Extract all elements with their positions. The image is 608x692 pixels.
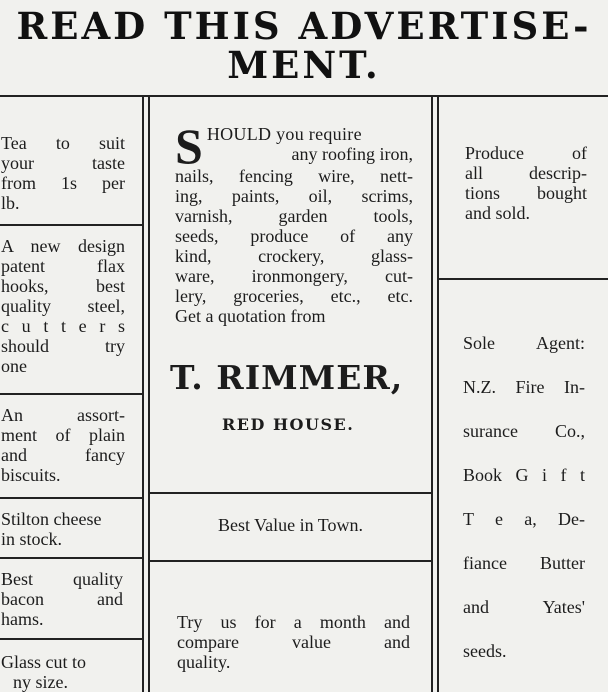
left-divider-1 <box>0 224 142 226</box>
drop-cap: S <box>175 118 203 174</box>
column-rule-left-inner <box>148 97 150 692</box>
left-item-flax-hooks: A new design patent flax hooks, best quality steel, c u t t e r s should try one <box>1 236 125 376</box>
merchant-name: T. RIMMER, <box>170 358 404 397</box>
left-divider-5 <box>0 638 142 640</box>
left-item-biscuits: An assort- ment of plain and fancy biscuits. <box>1 405 125 485</box>
top-rule <box>0 95 608 97</box>
heading-line-1: READ THIS ADVERTISE- <box>16 4 592 48</box>
heading-line-2: MENT. <box>227 43 381 87</box>
produce-text: Produce of all descrip- tions bought and sold. <box>465 143 587 223</box>
slogan: Best Value in Town. <box>217 515 364 535</box>
merchant-address: RED HOUSE. <box>222 415 355 434</box>
column-rule-left <box>142 97 144 692</box>
left-divider-4 <box>0 557 142 559</box>
left-item-glass: Glass cut to ny size. <box>1 652 86 692</box>
right-divider-1 <box>439 278 608 280</box>
middle-divider-1 <box>150 492 431 494</box>
left-item-bacon: Best quality bacon and hams. <box>1 569 123 629</box>
left-divider-3 <box>0 497 142 499</box>
sole-agent-text: Sole Agent: N.Z. Fire In- surance Co., Book G i f t T e a, De- fiance Butter and Yates' seeds. <box>463 333 585 661</box>
left-item-stilton: Stilton cheese in stock. <box>1 509 102 549</box>
column-rule-right-inner <box>437 97 439 692</box>
left-divider-2 <box>0 393 142 395</box>
rimmer-advertisement-body: S HOULD you require any roofing iron, nails, fencing wire, nett- ing, paints, oil, scrims, varnish, garden tools, seeds, produce of any kind, crockery, glass- ware, ironmongery, cut- lery, groceries, etc., etc. Get a quotation from <box>175 118 413 326</box>
middle-divider-2 <box>150 560 431 562</box>
left-item-tea: Tea to suit your taste from 1s per lb. <box>1 133 125 213</box>
column-rule-right <box>431 97 433 692</box>
try-us-text: Try us for a month and compare value and quality. <box>177 612 410 672</box>
